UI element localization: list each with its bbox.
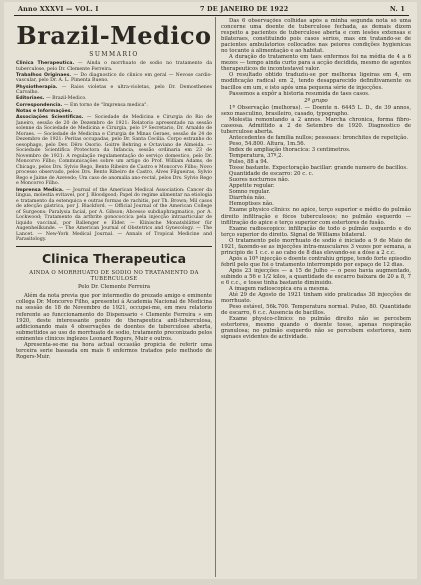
left-column [16,19,212,575]
summary-entry [16,61,212,72]
article-paragraph: Diarrhéa não. [229,195,266,202]
summary-entry [16,96,212,102]
article-paragraph: Quantidade de escarro: 20 c. c. [229,171,314,178]
article-paragraph: Antecedentes de familia nullos; pessoaes: bronchites de repetição. [229,134,409,141]
summary-list [16,61,212,243]
summary-category: Editoriaes. [16,96,45,102]
article-paragraph: Após a 10ª injecção o doente contrahiu grippe, tendo forte episodio febril pelo que foi o tratamento interrompido por espaço de 12 dias. [221,255,411,268]
summary-category: Trabalhos Originaes. [16,72,72,78]
summary-text: — Raios violetas e ultra-violetas, pelo Dr. Demosthenes Carvalho. [16,84,212,96]
article-paragraph: Appetite regular. [229,183,275,190]
masthead-rule [14,15,409,16]
summary-category: Correspondencia. [16,102,63,108]
article-paragraph: Hemoptises não. [229,201,274,208]
journal-page [4,2,417,579]
article-paragraph: Apresenta-se-me na hora actual occasião propicia de referir uma terceira serie baseada em mais 6 enfermos tratados pelo methodo de Rogers-Muir. [16,341,212,360]
subsection-heading: 2º grupo [304,97,328,104]
article-paragraph: Após 23 injecções — a 15 de Julho — o peso havia augmentado, subindo a 56 e 1/2 kilos, a quantidade de escarro baixara de 20 a 8, 7 e 6 c.c., e tosse tinha bastante diminuido. [221,267,411,287]
summary-entry [16,73,212,84]
article-paragraph: A imagem radioscopica era a mesma. [229,286,330,293]
summary-text: — Sociedade de Medicina e Cirurgia do Rio de Janeiro, sessão de 20 de Dezembro de 1921: Relatorio apresentado na sessão solenne da Sociedade de Medicina e Cirurgia, pelo 1º Secretario, Dr. Arnaldo de Moraes. — Sociedade de Medicina e Cirurgia de Minas Geraes, sessão de 24 de Dezembro de 1921: Peritas occupadas, pelo Dr. Santa Cecilia. Corpo estranho do oesophago, pelo Dev. Dêro Osorio. Goitre Behring e Octaviano de Almeida. — Sociedade Scientifica Protectora da Infancia, sessão ordinaria em 23 de Novembro de 1921: A regulação regulamentação do serviço domestico, pelo Dr. Moncorvo Filho; Communicações sobre um artigo do Prof. William Adams, de Chicago, pelos Drs. Sylvio Rego, Bento Ribeiro de Castro e Moncorvo Filho; Novo processo observado, pelos Drs. Bento Ribeiro de Castro, Alves Filgueiras, Sylvio Rego e Jaime de Azevedo; Um caso de anomalia ano-rectal, pelos Drs. Sylvio Rego e Moncorvo Filho. [16,115,212,187]
article-byline: Pelo Dr. Clemente Ferreira [77,284,151,291]
column-divider [215,17,216,577]
summary-text: — Em torno de "Imprensa medica". [62,102,148,108]
article-paragraph: Até 29 de Agosto de 1921 tinham sido praticadas 38 injecções de morrhuato. [221,292,411,305]
journal-title: Brazil-Medico [16,21,212,50]
summary-category: Clinica Therapeutica. [16,61,75,66]
summary-entry [16,115,212,187]
article-paragraph: Suores nocturnos não. [229,177,290,184]
issue-date: 7 DE JANEIRO DE 1922 [199,5,289,13]
section-title: Clinica Therapeutica [41,250,187,266]
section-divider [16,246,212,247]
summary-entry [16,103,212,109]
article-paragraph: A duração do tratamento em taes enfermos foi na média de 4 a 6 mezes — tempo ainda curto para a acção decidida, mesmo de agentes therapeuticos de incontestavel valor. [221,54,411,73]
article-body-left [16,293,212,360]
summary-category: Associações Scientificas. [16,115,84,121]
article-paragraph: 1ª Observação (melhoras). — Doente n. 6445 L. D., de 39 annos, sexo masculino, brasileiro, casado, typographo. [221,104,411,117]
article-paragraph: Temperatura, 37º,2. [229,153,284,160]
article-paragraph: O resultado obtido traduziu-se por melhoras ligeiras em 4, em modificação radical em 2, tendo desapparecido definitivamente os bacillos em um, e isto após uma pequena série de injecções. [221,72,411,91]
right-column [221,18,411,576]
summary-category: Physiotherapia. [16,84,58,90]
article-paragraph: Exame physico-clinico: no pulmão direito não se percebem estertores, mesmo quando o doente tosse, apenas respiração granulosa; no pulmão esquerdo não se percebem estertores, nem signaes evidentes de actividade. [221,316,411,341]
summary-category: Imprensa Medica. [16,187,64,193]
article-paragraph: Peso, 54.800. Altura, 1m.56. [229,140,306,147]
article-paragraph: Index de ampliação thoracica: 3 centimetros. [229,146,351,153]
summary-text: — Brazil-Medico. [44,96,87,102]
article-paragraph: Exame radioscopico: infiltração de todo o pulmão esquerdo e do terço superior do direito. Signal de Williams bilateral. [221,225,411,238]
article-paragraph: Tosse bastante. Expectoração bacillar: grande numero de bacillos. [229,165,408,172]
article-paragraph: Somno regular. [229,189,271,196]
article-paragraph: Pulso, 88 a 94. [229,159,269,166]
masthead [4,2,417,15]
summary-text: — Ainda o morrhuato de sodio no tratamento da tuberculose, pelo Dr. Clemente Ferreira. [16,61,212,72]
article-paragraph: Molestia remontando a 2 annos. Marcha chronica, forma fibro-caseosa. Admittido a 2 de Setembro de 1920. Diagnostico de tuberculose aberta. [221,116,411,135]
article-paragraph: Exame physico clinico: no apice, terço superior e médio do pulmão direito infiltração e fócos tuberculosos; no pulmão esquerdo — infiltração do apice e terço superior com estertores de fusão. [221,207,411,226]
summary-text: — Do diagnostico do clinico em geral — Nevose cardio-vascular, pelo Dr. A. L. Pimenta Bueno. [16,72,212,84]
article-paragraph: Passemos a expôr a historia resumida de taes casos. [229,90,370,97]
article-paragraph: O tratamento pelo morrhuato de sodio é iniciado a 9 de Maio de 1921, fazendo-se as injecções intra-musculares 3 vezes por semana, a principio de 1 c.c. e ao cabo de 8 dias elevando-se a dóse a 2 c.c. [221,237,411,256]
volume-label: Anno XXXVI — VOL. I [18,5,99,13]
article-title: AINDA O MORRHUATO DE SODIO NO TRATAMENTO DA TUBERCULOSE [29,269,199,282]
summary-entry [16,85,212,96]
article-paragraph: Peso estável, 56k.700. Temperatura normal. Pulso, 80. Quantidade de escarro, 6 c.c. Ausencia de bacillos. [221,304,411,317]
summary-category: Notas e Informações. [16,108,73,114]
summary-entry [16,109,212,115]
summary-text: — Journal of the American Medical Association: Cancer da lingua, molestia evitavel, por J. Bloodgood; Papel do regime alimentar na etiologia e tratamento da estenquica e outras formas de rachitis, por Th. Brown; Mil casos de afecção gástrica, por J. Blackford. — Official Journal of the American College of Surgeons: Paralysia facial, por A. Gibson; Abcesso subdiaphragmatico, por A. Lockwood; Tratamento da arthrite gonococcica pela injecção intraarticular de liquido vaccinal, por Ballenger e Elder. — Klinische Monatsblätter für Augenheilkunde. — The American Journal of Obstetrics and Gynecology. — The Lancet. — New-York Medical Journal. — Annals of Tropical Medicine and Parasitology. [16,187,212,243]
article-paragraph: Das 6 observações colhidas após a minha segunda nota só uma concerne uma doente de tuberculose fechada, as demais dizem respeito a pacientes de tuberculose aberta e com lesões extensas e bilateraes, constituindo pois casos serios, mas em tratando-se de pacientes ambulatorios collocados nas peiores condições hygienicas no tocante á alimentação e ao habitat. [221,18,411,55]
article-paragraph: Além da nota previa que por intermedio do prezado amigo e eminente collega Dr. Moncorvo Filho, apresentei á Academia Nacional de Medicina na sessão de 18 de Novembro de 1921, occupei-me, em meu relatorio referente ao funccionamento do Dispensario « Clemente Ferreira » em 1920, deste interessante ponto de therapeutica anti-tuberculosa, addicionando mais 4 observações de doentes de tuberculose aberta, submettidos ao uso do morrhuato de sodio, tratamento preconizado pelos eminentes clinicos inglezes Leonard Rogers, Muir e outros. [16,293,212,342]
summary-entry [16,188,212,243]
summary-heading: SUMMARIO [89,51,139,58]
issue-number: N. 1 [389,5,405,13]
